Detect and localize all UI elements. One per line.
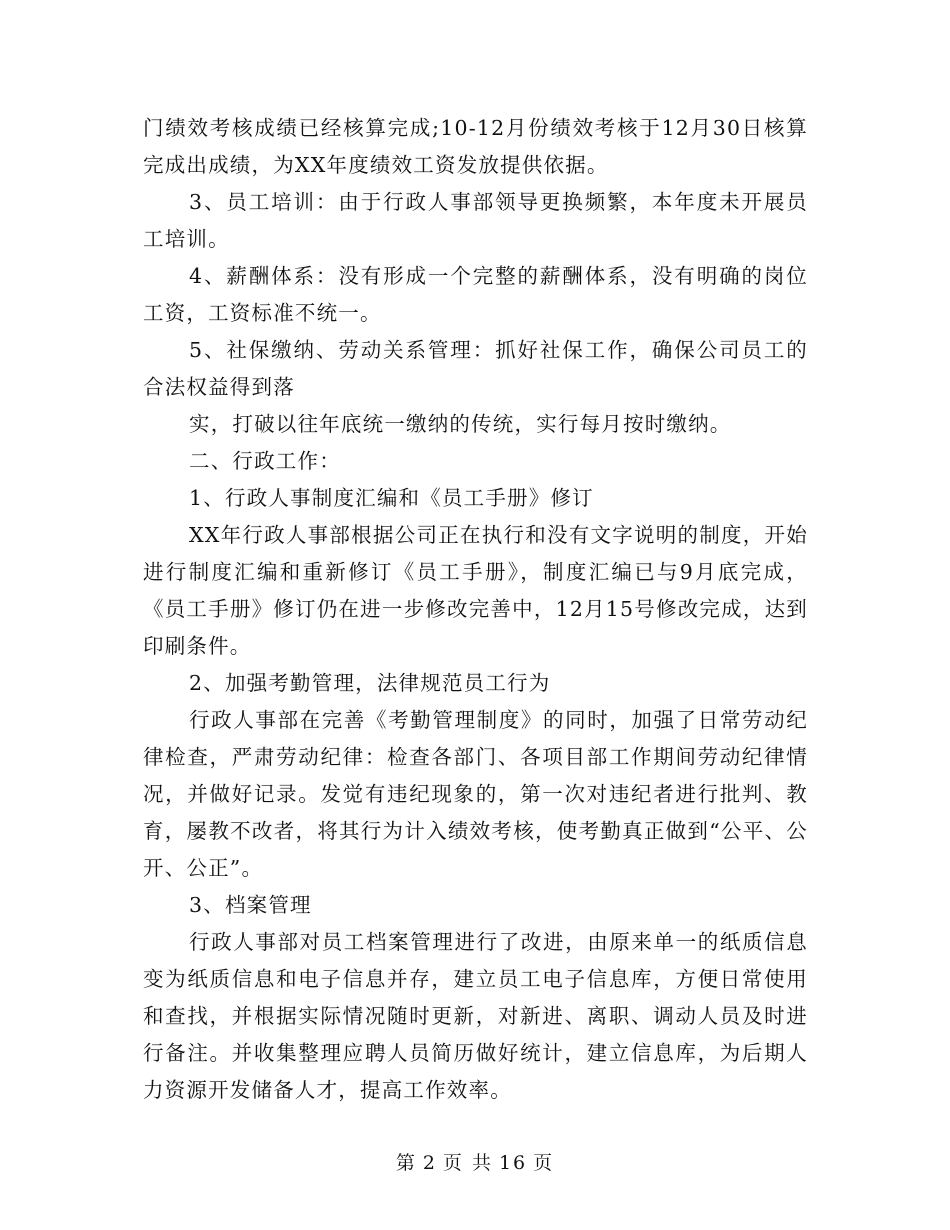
footer-page-number: 2 (422, 1152, 437, 1174)
paragraph-2: 3、员工培训：由于行政人事部领导更换频繁，本年度未开展员工培训。 (143, 190, 808, 251)
paragraph-8: XX年行政人事部根据公司正在执行和没有文字说明的制度，开始进行制度汇编和重新修订《员工手册》，制度汇编已与9月底完成，《员工手册》修订仍在进一步修改完善中，12月15号修改完成，达到印刷条件。 (143, 523, 808, 658)
section-heading-admin: 二、行政工作： (189, 449, 341, 473)
subheading-3: 3、档案管理 (189, 893, 312, 917)
paragraph-3: 4、薪酬体系：没有形成一个完整的薪酬体系，没有明确的岗位工资，工资标准不统一。 (143, 264, 808, 325)
paragraph-1: 门绩效考核成绩已经核算完成;10-12月份绩效考核于12月30日核算完成出成绩，为XX年度绩效工资发放提供依据。 (143, 116, 808, 177)
page-footer (0, 1148, 950, 1175)
footer-prefix: 第 (395, 1152, 417, 1174)
footer-middle: 页 共 (442, 1152, 493, 1174)
document-body (143, 110, 808, 1109)
subheading-2: 2、加强考勤管理，法律规范员工行为 (189, 671, 551, 695)
footer-total-pages: 16 (498, 1152, 528, 1174)
paragraph-4: 5、社保缴纳、劳动关系管理：抓好社保工作，确保公司员工的合法权益得到落 (143, 338, 808, 399)
paragraph-10: 行政人事部在完善《考勤管理制度》的同时，加强了日常劳动纪律检查，严肃劳动纪律：检查各部门、各项目部工作期间劳动纪律情况，并做好记录。发觉有违纪现象的，第一次对违纪者进行批判、教育，屡教不改者，将其行为计入绩效考核，使考勤真正做到“公平、公开、公正”。 (143, 708, 808, 880)
paragraph-5: 实，打破以往年底统一缴纳的传统，实行每月按时缴纳。 (189, 412, 732, 436)
subheading-1: 1、行政人事制度汇编和《员工手册》修订 (189, 486, 594, 510)
paragraph-12: 行政人事部对员工档案管理进行了改进，由原来单一的纸质信息变为纸质信息和电子信息并存，建立员工电子信息库，方便日常使用和查找，并根据实际情况随时更新，对新进、离职、调动人员及时进行备注。并收集整理应聘人员简历做好统计，建立信息库，为后期人力资源开发储备人才，提高工作效率。 (143, 930, 808, 1102)
footer-suffix: 页 (533, 1152, 555, 1174)
